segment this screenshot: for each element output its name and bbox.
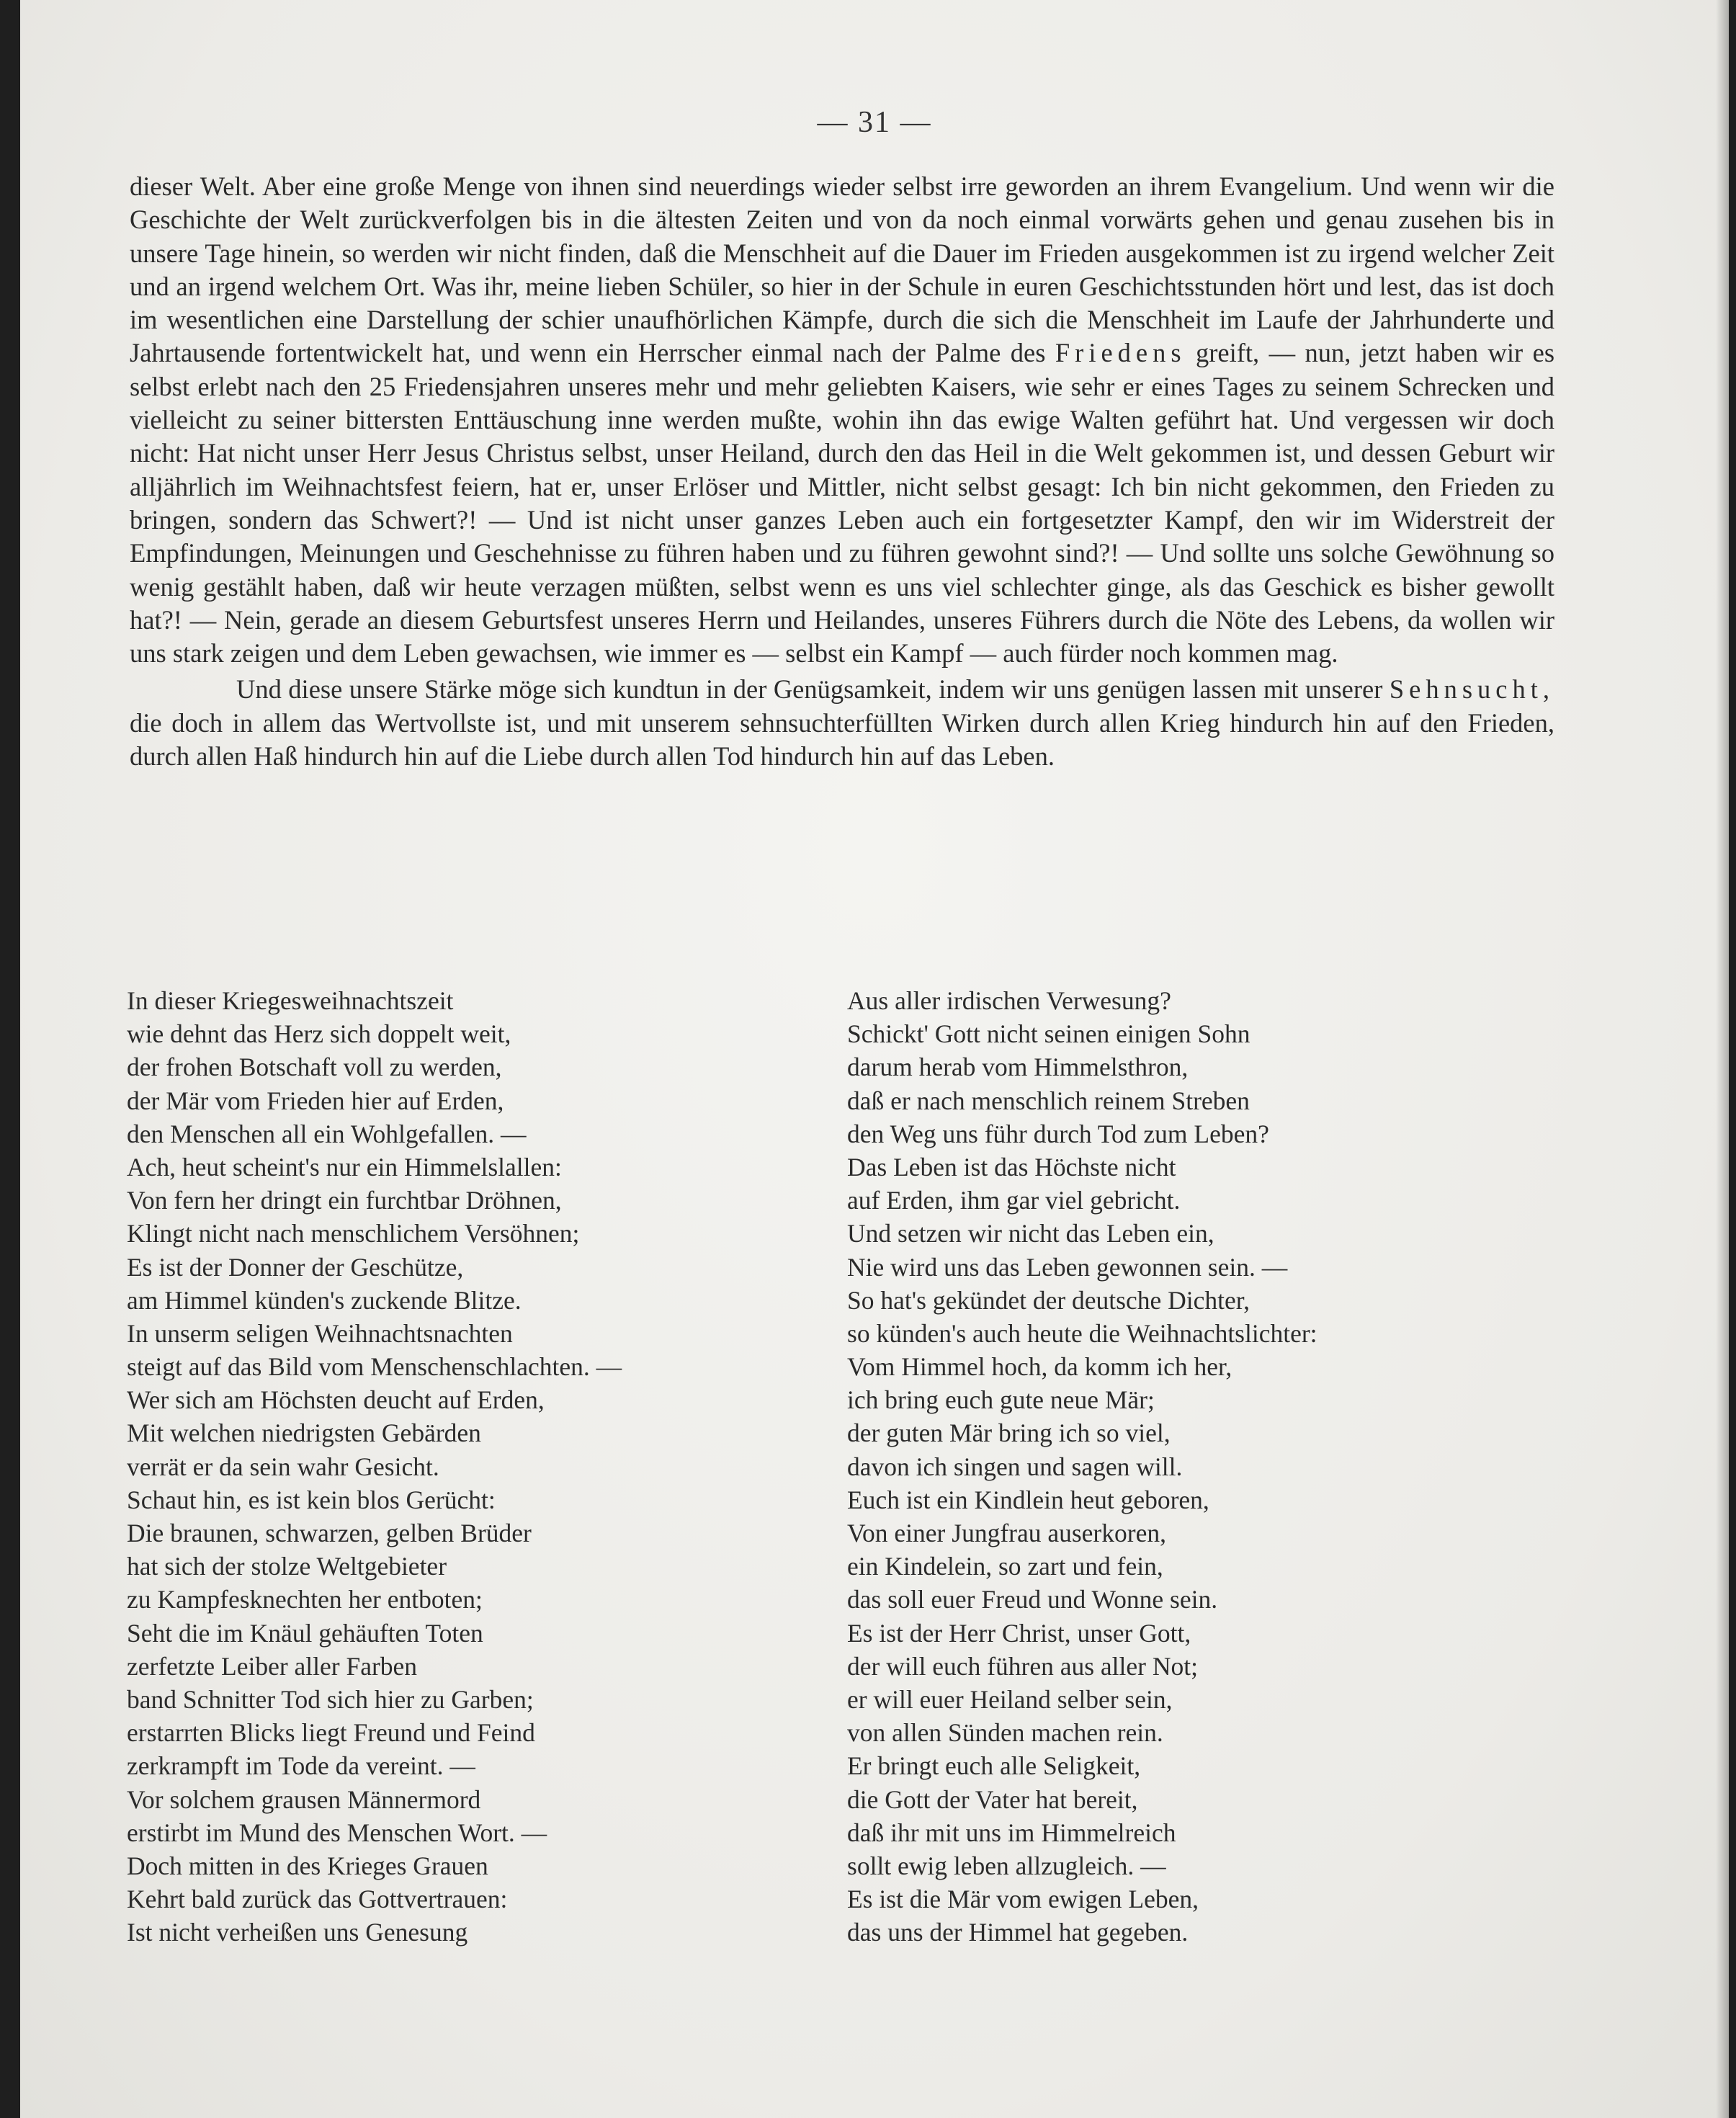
page-edge-shadow (1716, 0, 1729, 2118)
poem-line: Wer sich am Höchsten deucht auf Erden, (127, 1385, 545, 1415)
poem-line: daß er nach menschlich reinem Streben (847, 1086, 1250, 1115)
poem-line: Vor solchem grausen Männermord (127, 1784, 481, 1814)
poem-line: die Gott der Vater hat bereit, (847, 1784, 1138, 1814)
poem-line: so künden's auch heute die Weihnachtslichter: (847, 1318, 1317, 1348)
poem-line: davon ich singen und sagen will. (847, 1452, 1183, 1481)
poem-line: Aus aller irdischen Verwesung? (847, 986, 1171, 1015)
poem-line: Seht die im Knäul gehäuften Toten (127, 1618, 483, 1648)
poem-left-column (127, 984, 622, 1949)
poem-line: Klingt nicht nach menschlichem Versöhnen; (127, 1219, 580, 1248)
poem-line: ich bring euch gute neue Mär; (847, 1385, 1155, 1415)
poem-line: Es ist der Herr Christ, unser Gott, (847, 1618, 1191, 1648)
poem-line: auf Erden, ihm gar viel gebricht. (847, 1186, 1181, 1215)
poem-line: Ist nicht verheißen uns Genesung (127, 1918, 468, 1947)
paragraph-2 (130, 673, 1554, 773)
poem-line: hat sich der stolze Weltgebieter (127, 1552, 447, 1581)
poem-line: Von einer Jungfrau auserkoren, (847, 1519, 1166, 1547)
poem-line: zerfetzte Leiber aller Farben (127, 1651, 418, 1681)
poem-line: der guten Mär bring ich so viel, (847, 1418, 1171, 1448)
poem-line: Vom Himmel hoch, da komm ich her, (847, 1352, 1232, 1382)
paragraph-2-part-b: die doch in allem das Wertvollste ist, und mit unserem sehnsuchterfüllten Wirken durch allen Krieg hindurch hin auf den Frieden, durch allen Haß hindurch hin auf die Liebe durch allen Tod hindurch hin auf das Leben. (130, 707, 1554, 772)
poem-line: Ach, heut scheint's nur ein Himmelslallen: (127, 1152, 562, 1181)
poem-line: Von fern her dringt ein furchtbar Dröhnen, (127, 1186, 562, 1215)
poem-line: Und setzen wir nicht das Leben ein, (847, 1219, 1214, 1248)
paragraph-1 (130, 170, 1554, 670)
poem-line: ein Kindelein, so zart und fein, (847, 1552, 1163, 1581)
poem-line: zerkrampft im Tode da vereint. — (127, 1751, 475, 1781)
poem-line: Doch mitten in des Krieges Grauen (127, 1851, 488, 1880)
poem-line: In dieser Kriegesweihnachtszeit (127, 986, 454, 1015)
emphasis-sehnsucht: Sehnsucht, (1389, 674, 1554, 705)
poem-line: sollt ewig leben allzugleich. — (847, 1851, 1166, 1880)
poem-line: Schaut hin, es ist kein blos Gerücht: (127, 1485, 496, 1514)
poem-line: Es ist der Donner der Geschütze, (127, 1252, 464, 1282)
poem-line: Er bringt euch alle Seligkeit, (847, 1751, 1141, 1781)
poem-line: der frohen Botschaft voll zu werden, (127, 1053, 502, 1082)
emphasis-friedens: Friedens (1055, 338, 1186, 368)
poem-line: darum herab vom Himmelsthron, (847, 1053, 1189, 1082)
poem-line: den Weg uns führ durch Tod zum Leben? (847, 1119, 1269, 1148)
poem-line: der will euch führen aus aller Not; (847, 1651, 1198, 1681)
poem-right-column (847, 984, 1317, 1949)
poem-line: das soll euer Freud und Wonne sein. (847, 1585, 1218, 1614)
poem-line: er will euer Heiland selber sein, (847, 1684, 1173, 1714)
poem-line: wie dehnt das Herz sich doppelt weit, (127, 1019, 511, 1049)
paragraph-1-part-a: dieser Welt. Aber eine große Menge von ihnen sind neuerdings wieder selbst irre geworden an ihrem Evangelium. Und wenn wir die Geschichte der Welt zurückverfolgen bis in die ältesten Zeiten und von da noch einmal vorwärts gehen und genau zusehen bis in unsere Tage hinein, so werden wir nicht finden, daß die Menschheit auf die Dauer im Frieden ausgekommen ist zu irgend welcher Zeit und an irgend welchem Ort. Was ihr, meine lieben Schüler, so hier in der Schule in euren Geschichtsstunden hört und lest, das ist doch im wesentlichen eine Darstellung der schier unaufhörlichen Kämpfe, durch die sich die Menschheit im Laufe der Jahrhunderte und Jahrtausende fortentwickelt hat, und wenn ein Herrscher einmal nach der Palme des (130, 171, 1554, 368)
poem-line: Die braunen, schwarzen, gelben Brüder (127, 1519, 532, 1547)
poem-line: am Himmel künden's zuckende Blitze. (127, 1285, 522, 1315)
paragraph-2-part-a: Und diese unsere Stärke möge sich kundtun in der Genügsamkeit, indem wir uns genügen lassen mit unserer (236, 674, 1383, 705)
prose-body (130, 170, 1554, 773)
poem-line: Das Leben ist das Höchste nicht (847, 1152, 1176, 1181)
poem-line: erstarrten Blicks liegt Freund und Feind (127, 1718, 535, 1748)
poem-line: erstirbt im Mund des Menschen Wort. — (127, 1818, 547, 1847)
poem-line: Schickt' Gott nicht seinen einigen Sohn (847, 1019, 1250, 1049)
paragraph-1-part-b: greift, — nun, jetzt haben wir es selbst erlebt nach den 25 Friedensjahren unseres mehr und mehr geliebten Kaisers, wie sehr er eines Tages zu seinem Schrecken und vielleicht zu seiner bittersten Enttäuschung inne werden mußte, wohin ihn das ewige Walten geführt hat. Und vergessen wir doch nicht: Hat nicht unser Herr Jesus Christus selbst, unser Heiland, durch den das Heil in die Welt gekommen ist, und dessen Geburt wir alljährlich im Weihnachtsfest feiern, hat er, unser Erlöser und Mittler, nicht selbst gesagt: Ich bin nicht gekommen, den Frieden zu bringen, sondern das Schwert?! — Und ist nicht unser ganzes Leben auch ein fortgesetzter Kampf, den wir im Widerstreit der Empfindungen, Meinungen und Geschehnisse zu führen haben und zu führen gewohnt sind?! — Und sollte uns solche Gewöhnung so wenig gestählt haben, daß wir heute verzagen müßten, selbst wenn es uns viel schlechter ginge, als das Geschick es bisher gewollt hat?! — Nein, gerade an diesem Geburtsfest unseres Herrn und Heilandes, unseres Führers durch die Nöte des Lebens, da wollen wir uns stark zeigen und dem Leben gewachsen, wie immer es — selbst ein Kampf — auch fürder noch kommen mag. (130, 338, 1555, 669)
poem-line: Mit welchen niedrigsten Gebärden (127, 1418, 481, 1448)
poem-line: von allen Sünden machen rein. (847, 1718, 1163, 1748)
poem-line: zu Kampfesknechten her entboten; (127, 1585, 483, 1614)
poem-line: In unserm seligen Weihnachtsnachten (127, 1318, 513, 1348)
poem-line: Es ist die Mär vom ewigen Leben, (847, 1885, 1199, 1914)
poem-line: Nie wird uns das Leben gewonnen sein. — (847, 1252, 1288, 1282)
poem-line: Euch ist ein Kindlein heut geboren, (847, 1485, 1209, 1514)
poem-line: So hat's gekündet der deutsche Dichter, (847, 1285, 1250, 1315)
poem-line: band Schnitter Tod sich hier zu Garben; (127, 1684, 534, 1714)
book-page (20, 0, 1729, 2118)
poem-line: Kehrt bald zurück das Gottvertrauen: (127, 1885, 508, 1914)
poem-line: steigt auf das Bild vom Menschenschlachten. — (127, 1352, 622, 1382)
poem-line: der Mär vom Frieden hier auf Erden, (127, 1086, 504, 1115)
poem-line: das uns der Himmel hat gegeben. (847, 1918, 1189, 1947)
page-number: — 31 — (817, 106, 932, 139)
poem-line: den Menschen all ein Wohlgefallen. — (127, 1119, 527, 1148)
poem-line: daß ihr mit uns im Himmelreich (847, 1818, 1176, 1847)
poem-line: verrät er da sein wahr Gesicht. (127, 1452, 439, 1481)
